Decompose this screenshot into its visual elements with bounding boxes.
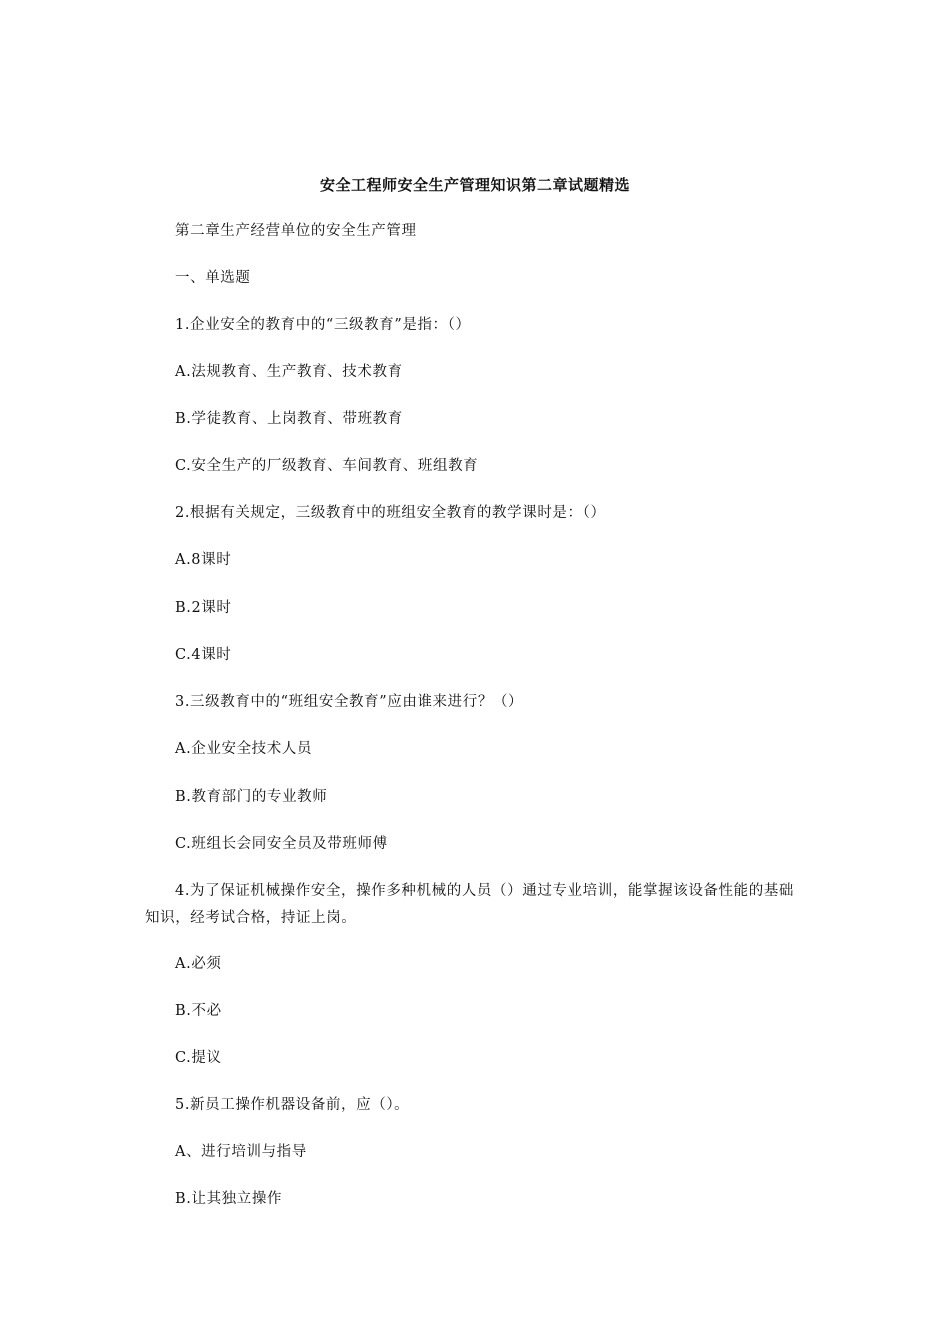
question-5-option-a: A、进行培训与指导 bbox=[175, 1144, 307, 1160]
question-3-option-c: C.班组长会同安全员及带班师傅 bbox=[175, 836, 388, 852]
question-1-option-b: B.学徒教育、上岗教育、带班教育 bbox=[175, 411, 403, 427]
question-4: 4.为了保证机械操作安全，操作多种机械的人员（）通过专业培训，能掌握该设备性能的基础知识，经考试合格，持证上岗。 bbox=[145, 883, 795, 926]
question-3-option-a: A.企业安全技术人员 bbox=[175, 741, 313, 757]
question-1: 1.企业安全的教育中的“三级教育”是指：（） bbox=[175, 317, 471, 333]
question-3-option-b: B.教育部门的专业教师 bbox=[175, 789, 328, 805]
chapter-heading: 第二章生产经营单位的安全生产管理 bbox=[175, 223, 417, 239]
question-1-option-a: A.法规教育、生产教育、技术教育 bbox=[175, 364, 403, 380]
question-5: 5.新员工操作机器设备前，应（）。 bbox=[175, 1097, 410, 1113]
question-3: 3.三级教育中的“班组安全教育”应由谁来进行？（） bbox=[175, 694, 524, 710]
question-2: 2.根据有关规定，三级教育中的班组安全教育的教学课时是：（） bbox=[175, 505, 606, 521]
question-4-option-a: A.必须 bbox=[175, 956, 222, 972]
question-2-option-c: C.4课时 bbox=[175, 647, 232, 663]
question-4-option-c: C.提议 bbox=[175, 1050, 222, 1066]
question-4-option-b: B.不必 bbox=[175, 1003, 222, 1019]
question-5-option-b: B.让其独立操作 bbox=[175, 1191, 283, 1207]
section-heading: 一、单选题 bbox=[175, 270, 251, 286]
document-title: 安全工程师安全生产管理知识第二章试题精选 bbox=[319, 176, 630, 194]
question-1-option-c: C.安全生产的厂级教育、车间教育、班组教育 bbox=[175, 458, 479, 474]
question-2-option-b: B.2课时 bbox=[175, 600, 232, 616]
question-2-option-a: A.8课时 bbox=[175, 552, 232, 568]
